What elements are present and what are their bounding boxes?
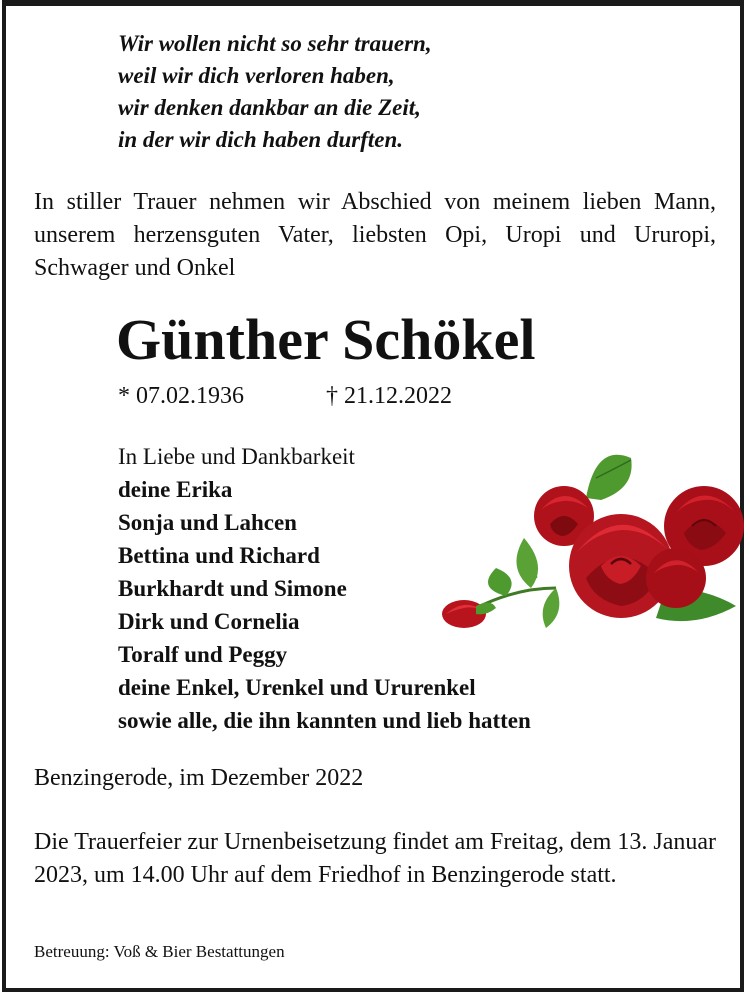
family-member: sowie alle, die ihn kannten und lieb hatten xyxy=(118,708,531,733)
poem-line: wir denken dankbar an die Zeit, xyxy=(118,95,421,120)
poem-line: in der wir dich haben durften. xyxy=(118,127,403,152)
roses-icon xyxy=(436,438,744,634)
deceased-name: Günther Schökel xyxy=(116,307,536,372)
family-member: Burkhardt und Simone xyxy=(118,576,347,601)
birth-date: * 07.02.1936 xyxy=(118,383,244,409)
poem-line: weil wir dich verloren haben, xyxy=(118,63,395,88)
poem xyxy=(118,28,432,156)
family-member: deine Erika xyxy=(118,477,233,502)
family-member: Bettina und Richard xyxy=(118,543,320,568)
death-date: † 21.12.2022 xyxy=(326,383,452,409)
funeral-home-credit: Betreuung: Voß & Bier Bestattungen xyxy=(34,942,285,961)
funeral-info: Die Trauerfeier zur Urnenbeisetzung findet am Freitag, dem 13. Januar 2023, um 14.00 Uhr auf dem Friedhof in Benzingerode statt. xyxy=(34,829,716,888)
family-member: Toralf und Peggy xyxy=(118,642,288,667)
family-member: Sonja und Lahcen xyxy=(118,510,297,535)
intro-text: In stiller Trauer nehmen wir Abschied von meinem lieben Mann, unserem herzensguten Vater, liebsten Opi, Uropi und Ururopi, Schwager und Onkel xyxy=(34,189,716,281)
poem-line: Wir wollen nicht so sehr trauern, xyxy=(118,31,432,56)
place-date: Benzingerode, im Dezember 2022 xyxy=(34,765,364,791)
family-intro: In Liebe und Dankbarkeit xyxy=(118,444,355,469)
family-member: deine Enkel, Urenkel und Ururenkel xyxy=(118,675,476,700)
family-member: Dirk und Cornelia xyxy=(118,609,300,634)
